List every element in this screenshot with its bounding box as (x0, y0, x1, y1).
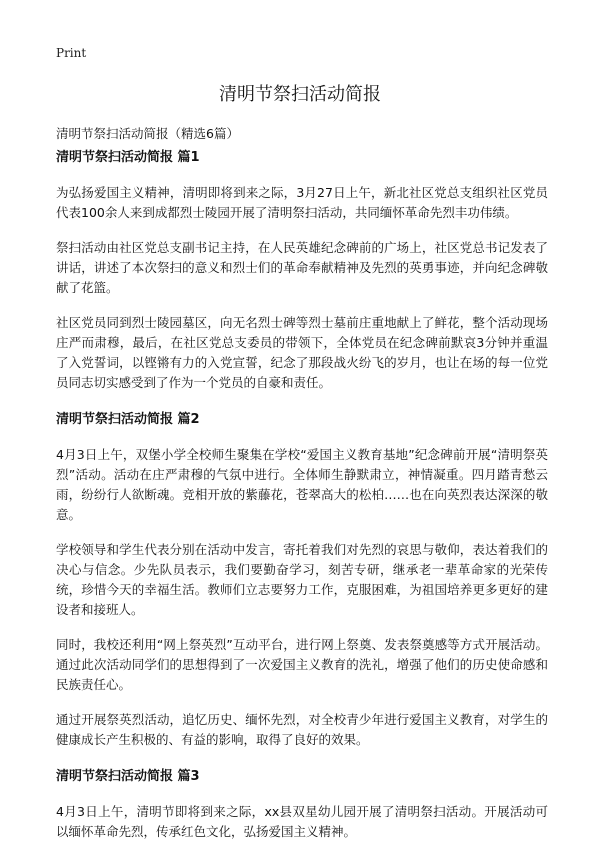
section-heading-1: 清明节祭扫活动简报 篇1 (56, 150, 200, 165)
paragraph: 4月3日上午，清明节即将到来之际，xx县双星幼儿园开展了清明祭扫活动。开展活动可以缅怀革命先烈，传承红色文化，弘扬爱国主义精神。 (56, 804, 548, 839)
paragraph: 通过开展祭英烈活动，追忆历史、缅怀先烈，对全校青少年进行爱国主义教育，对学生的健康成长产生积极的、有益的影响，取得了良好的效果。 (56, 712, 548, 747)
document-body (56, 148, 548, 842)
document-title: 清明节祭扫活动简报 (219, 84, 381, 105)
section-heading-2: 清明节祭扫活动简报 篇2 (56, 412, 200, 427)
print-link[interactable]: Print (56, 46, 87, 60)
paragraph: 社区党员同到烈士陵园墓区，向无名烈士碑等烈士墓前庄重地献上了鲜花，整个活动现场庄严而肃穆，最后，在社区党总支委员的带领下，全体党员在纪念碑前默哀3分钟并重温了入党誓词，以铿锵有力的入党宣誓，纪念了那段战火纷飞的岁月，也让在场的每一位党员同志切实感受到了作为一个党员的自豪和责任。 (56, 315, 548, 390)
document-subtitle: 清明节祭扫活动简报（精选6篇） (56, 126, 239, 141)
paragraph: 同时，我校还利用“网上祭英烈”互动平台，进行网上祭奠、发表祭奠感等方式开展活动。通过此次活动同学们的思想得到了一次爱国主义教育的洗礼，增强了他们的历史使命感和民族责任心。 (56, 637, 548, 692)
section-heading-3: 清明节祭扫活动简报 篇3 (56, 769, 200, 784)
paragraph: 祭扫活动由社区党总支副书记主持，在人民英雄纪念碑前的广场上，社区党总书记发表了讲话，讲述了本次祭扫的意义和烈士们的革命奉献精神及先烈的英勇事迹，并向纪念碑敬献了花篮。 (56, 240, 548, 295)
paragraph: 为弘扬爱国主义精神，清明即将到来之际，3月27日上午，新北社区党总支组织社区党员代表100余人来到成都烈士陵园开展了清明祭扫活动，共同缅怀革命先烈丰功伟绩。 (56, 185, 548, 220)
paragraph: 学校领导和学生代表分别在活动中发言，寄托着我们对先烈的哀思与敬仰，表达着我们的决心与信念。少先队员表示，我们要勤奋学习，刻苦专研，继承老一辈革命家的光荣传统，珍惜今天的幸福生活。教师们立志要努力工作，克服困难，为祖国培养更多更好的建设者和接班人。 (56, 542, 548, 617)
paragraph: 4月3日上午，双堡小学全校师生聚集在学校“爱国主义教育基地”纪念碑前开展“清明祭英烈”活动。活动在庄严肃穆的气氛中进行。全体师生静默肃立，神情凝重。四月踏青愁云雨，纷纷行人欲断魂。竞相开放的紫藤花，苍翠高大的松柏……也在向英烈表达深深的敬意。 (56, 447, 548, 522)
